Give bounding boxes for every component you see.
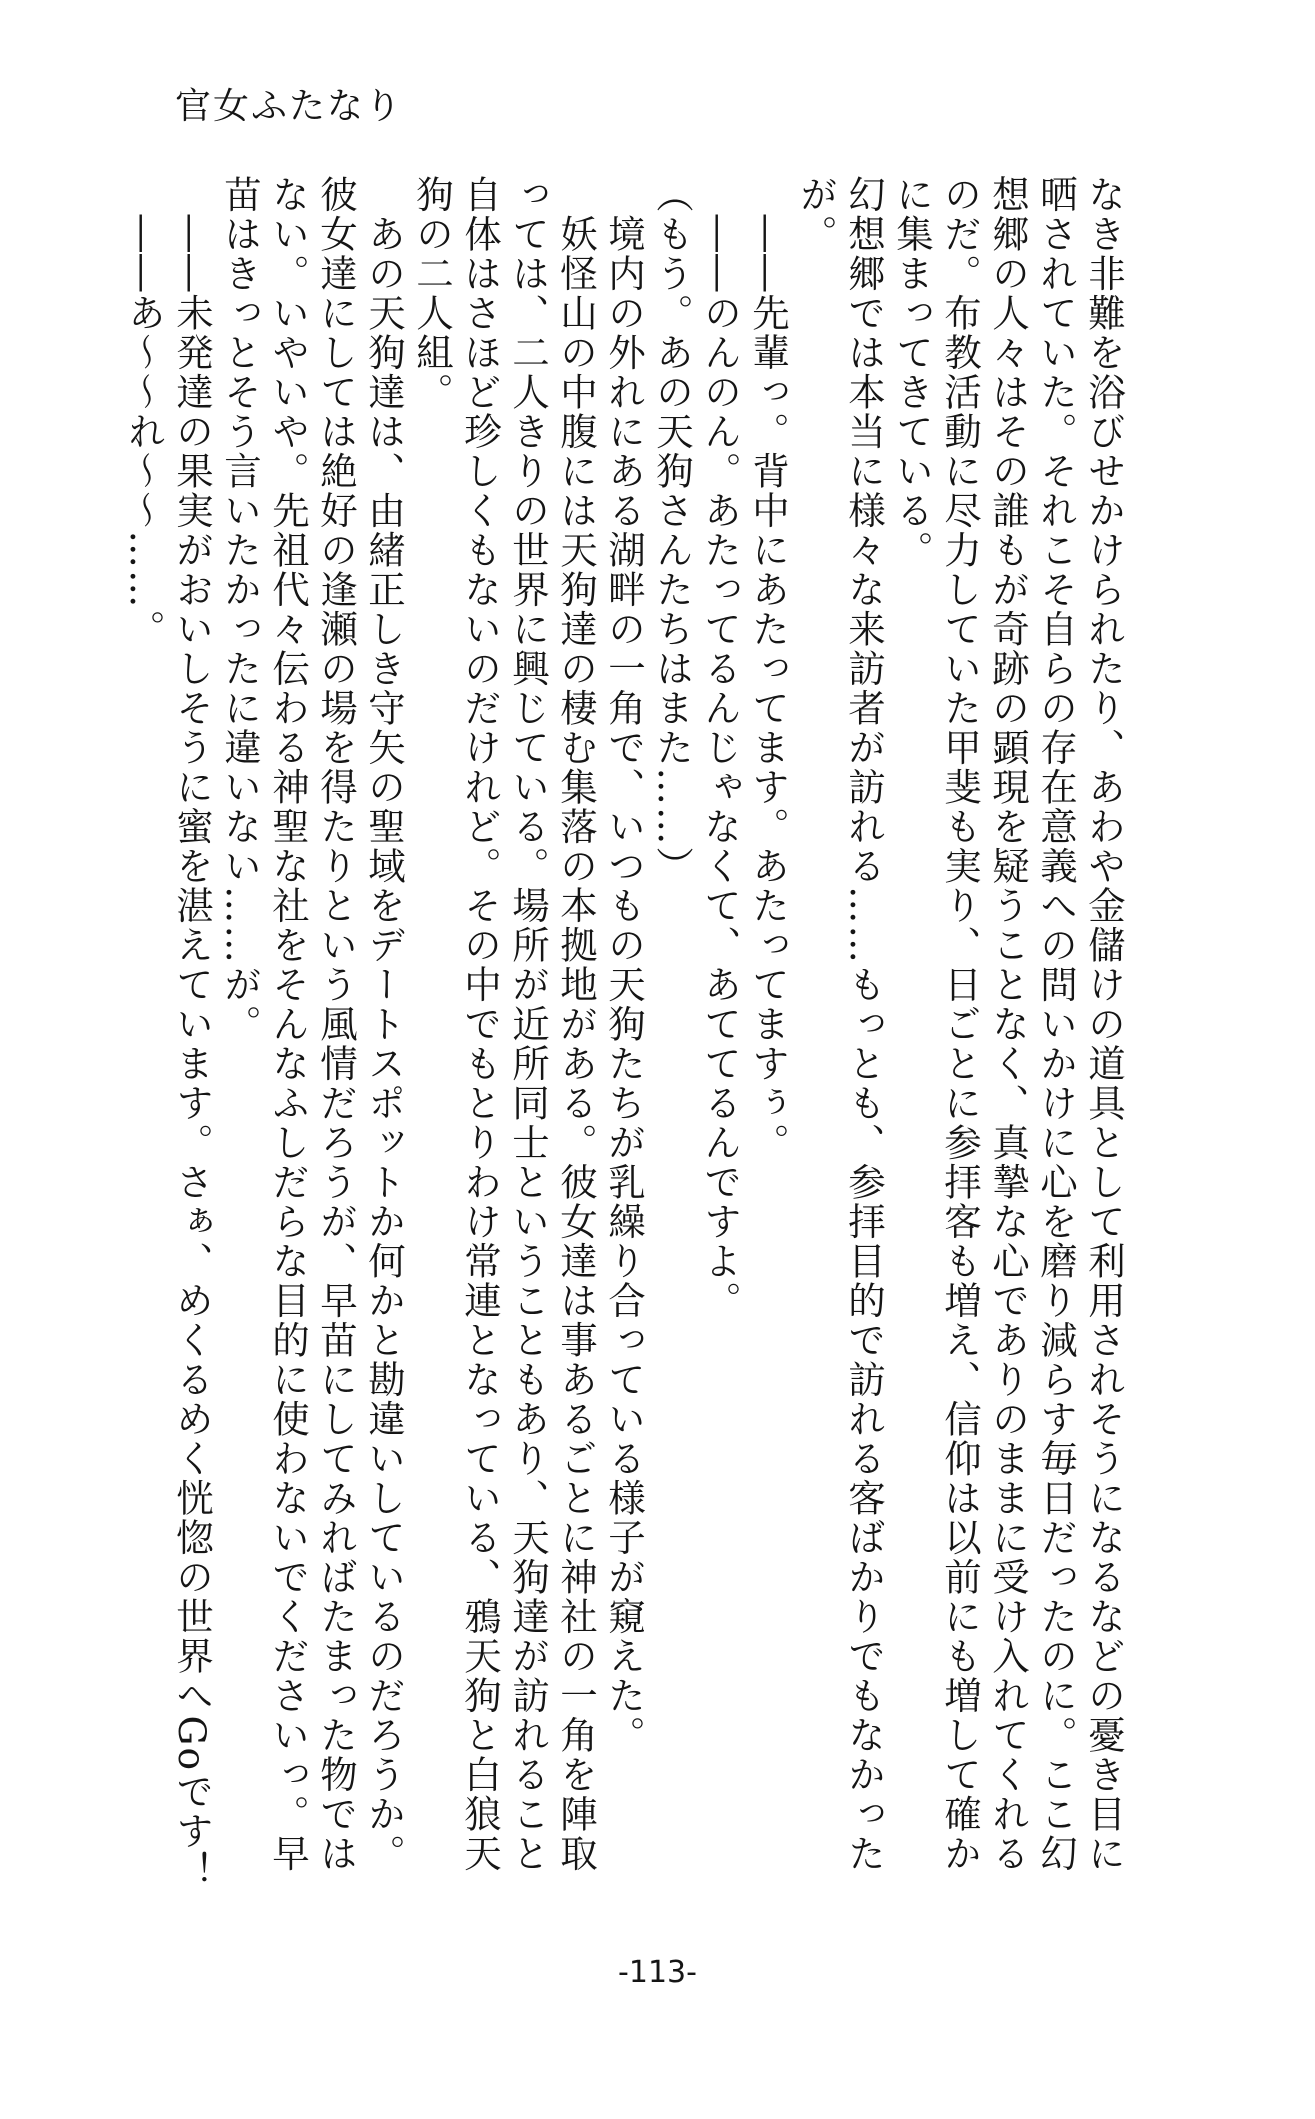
paragraph: ――未発達の果実がおいしそうに蜜を湛えています。さぁ、めくるめく恍惚の世界へGoです！ (170, 175, 214, 1891)
paragraph: ――先輩っ。背中にあたってます。あたってますぅ。 (746, 175, 790, 1163)
paragraph: 幻想郷では本当に様々な来訪者が訪れる……もっとも、参拝目的で訪れる客ばかりでもなかったが。 (794, 175, 886, 1874)
paragraph: （もう。あの天狗さんたちはまた……） (650, 175, 694, 886)
paragraph: あの天狗達は、由緒正しき守矢の聖域をデートスポットか何かと勘違いしているのだろうか。彼女達にしては絶好の逢瀬の場を得たりという風情だろうが、早苗にしてみればたまった物ではない。いやいや。先祖代々伝わる神聖な社をそんなふしだらな目的に使わないでくださいっ。早苗はきっとそう言いたかったに違いない……が。 (218, 175, 406, 1874)
paragraph: 妖怪山の中腹には天狗達の棲む集落の本拠地がある。彼女達は事あるごとに神社の一角を陣取っては、二人きりの世界に興じている。場所が近所同士ということもあり、天狗達が訪れること自体はさほど珍しくもないのだけれど。その中でもとりわけ常連となっている、鴉天狗と白狼天狗の二人組。 (410, 175, 598, 1874)
paragraph: なき非難を浴びせかけられたり、あわや金儲けの道具として利用されそうになるなどの憂き目に晒されていた。それこそ自らの存在意義への問いかけに心を磨り減らす毎日だったのに。ここ幻想郷の人々はその誰もが奇跡の顕現を疑うことなく、真摯な心でありのままに受け入れてくれるのだ。布教活動に尽力していた甲斐も実り、日ごとに参拝客も増え、信仰は以前にも増して確かに集まってきている。 (890, 175, 1126, 1874)
paragraph: ――あ～～れ～～……。 (122, 175, 166, 649)
body-text (122, 175, 1128, 1900)
paragraph: 境内の外れにある湖畔の一角で、いつもの天狗たちが乳繰り合っている様子が窺えた。 (602, 175, 646, 1755)
page-header-title: 官女ふたなり (175, 86, 404, 127)
page-number: -113- (618, 1955, 697, 1990)
paragraph: ――のんのん。あたってるんじゃなくて、あててるんですよ。 (698, 175, 742, 1321)
